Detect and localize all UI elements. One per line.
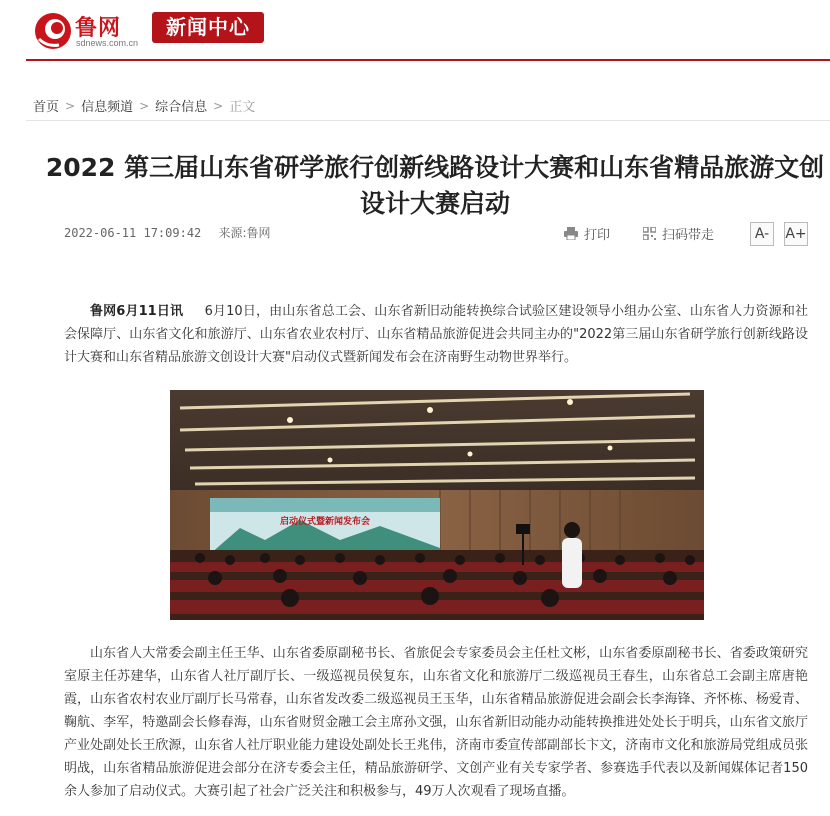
qr-share-button[interactable] xyxy=(643,224,714,243)
site-logo[interactable] xyxy=(33,9,143,51)
printer-icon xyxy=(564,227,578,240)
logo-swirl-icon xyxy=(33,11,73,51)
qr-code-icon xyxy=(643,227,656,240)
lead-tag: 鲁网6月11日讯 xyxy=(90,304,184,319)
photo-banner-text: 启动仪式暨新闻发布会 xyxy=(279,517,371,527)
font-decrease-button[interactable]: A- xyxy=(750,222,774,246)
breadcrumb xyxy=(33,96,255,115)
header-divider xyxy=(26,59,830,61)
print-label: 打印 xyxy=(584,228,611,243)
article-meta xyxy=(64,224,271,241)
article-photo xyxy=(170,390,704,620)
breadcrumb-separator: > xyxy=(213,98,224,113)
breadcrumb-category[interactable]: 综合信息 xyxy=(155,100,208,115)
breadcrumb-separator: > xyxy=(65,98,76,113)
article-datetime: 2022-06-11 17:09:42 xyxy=(64,226,202,240)
font-increase-button[interactable]: A+ xyxy=(784,222,808,246)
logo-domain: sdnews.com.cn xyxy=(76,38,139,48)
site-header xyxy=(0,0,830,60)
qr-label: 扫码带走 xyxy=(662,228,715,243)
article-paragraph xyxy=(64,300,808,369)
breadcrumb-divider xyxy=(26,120,830,121)
breadcrumb-separator: > xyxy=(139,98,150,113)
conference-hall-image xyxy=(170,390,704,620)
article-source: 来源:鲁网 xyxy=(218,226,271,240)
paragraph-text: 6月10日，由山东省总工会、山东省新旧动能转换综合试验区建设领导小组办公室、山东省人力资源和社会保障厅、山东省文化和旅游厅、山东省农业农村厅、山东省精品旅游促进会共同主办的"2022第三届山东省研学旅行创新线路设计大赛和山东省精品旅游文创设计大赛"启动仪式暨新闻发布会在济南野生动物世界举行。 xyxy=(64,304,808,365)
print-button[interactable] xyxy=(564,224,610,243)
logo-text: 鲁网 xyxy=(75,16,122,41)
breadcrumb-home[interactable]: 首页 xyxy=(33,100,60,115)
breadcrumb-channel[interactable]: 信息频道 xyxy=(81,100,134,115)
breadcrumb-current: 正文 xyxy=(229,100,256,115)
article-paragraph: 山东省人大常委会副主任王华、山东省委原副秘书长、省旅促会专家委员会主任杜文彬，山东省委原副秘书长、省委政策研究室原主任苏建华，山东省人社厅副厅长、一级巡视员侯复东，山东省文化和旅游厅二级巡视员王春生，山东省总工会副主席唐艳霞，山东省农村农业厅副厅长马常春，山东省发改委二级巡视员王玉华，山东省精品旅游促进会副会长李海锋、齐怀栋、杨爱青、鞠航、李军，特邀副会长修春海，山东省财贸金融工会主席孙文强，山东省新旧动能办动能转换推进处处长于明兵，山东省文旅厅产业处副处长王欣源，山东省人社厅职业能力建设处副处长王兆伟，济南市委宣传部副部长卞文，济南市文化和旅游局党组成员张明战，山东省精品旅游促进会部分在济专委会主任，精品旅游研学、文创产业有关专家学者、参赛选手代表以及新闻媒体记者150余人参加了启动仪式。大赛引起了社会广泛关注和积极参与，49万人次观看了现场直播。 xyxy=(64,646,808,799)
section-badge[interactable]: 新闻中心 xyxy=(152,12,264,43)
article-title: 2022 第三届山东省研学旅行创新线路设计大赛和山东省精品旅游文创设计大赛启动 xyxy=(45,152,825,218)
